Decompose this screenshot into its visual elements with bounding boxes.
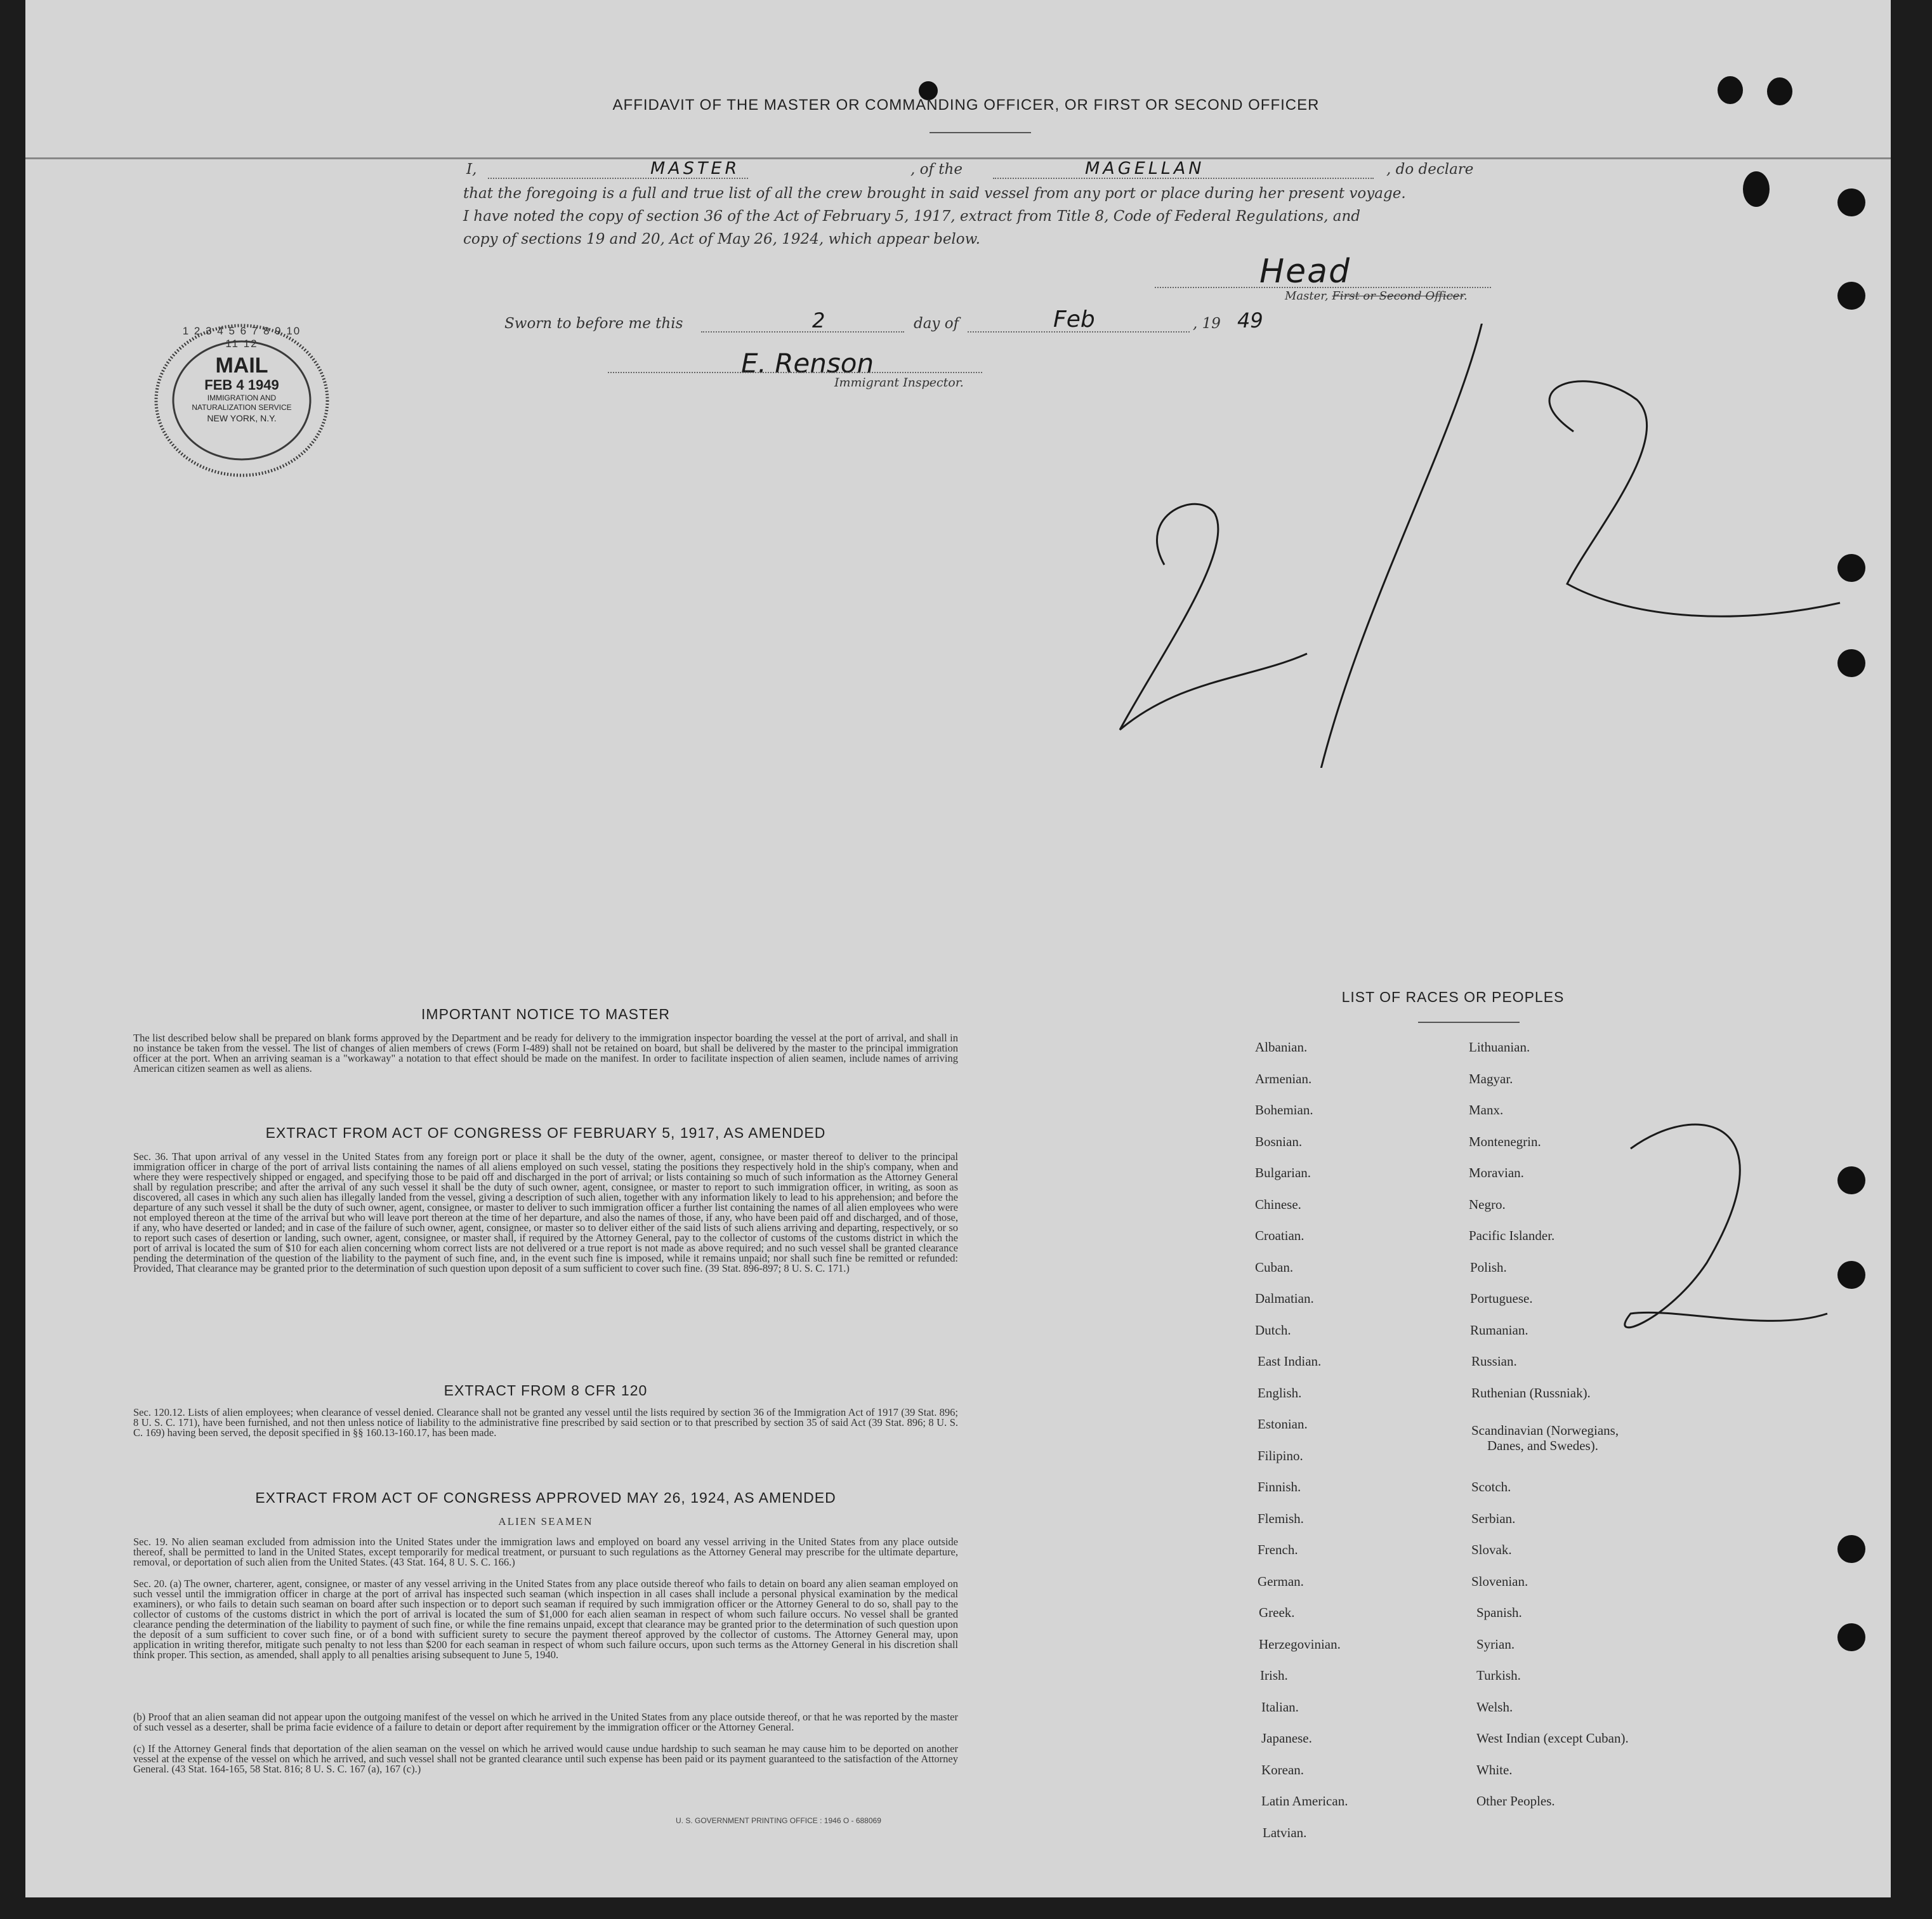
extract-1917-text: Sec. 36. That upon arrival of any vessel in the United States from any foreign port or place it shall be the duty of the owner, agent, consignee, or master thereof to deliver to the principal immigration officer in charge of the port of arrival lists containing the names of all aliens employed on such vessel, stating the positions they respectively hold in the ship's company, when and where they were respectively shipped or engaged, and specifying those to be paid off and discharged in the port of arrival; or lists containing so much of such information as the Attorney General shall by regulation prescribe; and after the arrival of any such vessel it shall be the duty of such owner, agent, consignee, or master to report to such immigration officer, in writing, as soon as discovered, all cases in which any such alien has illegally landed from the vessel, giving a description of such alien, together with any information likely to lead to his apprehension; and before the departure of any such vessel it shall be the duty of such owner, agent, consignee, or master to deliver to such immigration officer a further list containing the names of all alien employees who were not employed thereon at the time of the arrival but who will leave port thereon at the time of her departure, and also the names of those, if any, who have been paid off and discharged, and of those, if any, who have deserted or landed; and in case of the failure of such owner, agent, consignee, or master so to deliver either of the said lists of such aliens arriving and departing, respectively, or so to report such cases of desertion or landing, such owner, agent, consignee, or master shall, if required by the Attorney General, pay to the collector of customs of the customs district in which the port of arrival is located the sum of $10 for each alien concerning whom correct lists are not delivered or a true report is not made as above required; and no such vessel shall be granted clearance pending the determination of the question of the liability to the payment of such fine, and, in the event such fine is imposed, while it remains unpaid; nor shall such fine be remitted or refunded: Provided, That clearance may be granted prior to the determination of such question upon deposit of a sum sufficient to cover such fine. (39 Stat. 896-897; 8 U. S. C. 171.) (133, 1151, 958, 1274)
race-right-item: Negro. (1469, 1197, 1506, 1212)
master-signature: Head (1259, 253, 1351, 291)
handwritten-small-two-stroke (1580, 1104, 1834, 1358)
stamp-date: FEB 4 1949 (204, 377, 279, 393)
stamp-text (180, 354, 303, 449)
race-left-item: Flemish. (1258, 1511, 1304, 1526)
race-left-item: Greek. (1259, 1605, 1295, 1620)
sworn-day-line (701, 331, 904, 333)
stamp-agency: IMMIGRATION AND NATURALIZATION SERVICE (192, 393, 292, 412)
stamp-mail: MAIL (215, 353, 268, 378)
race-right-item: Scotch. (1471, 1479, 1511, 1494)
race-right-item: West Indian (except Cuban). (1476, 1731, 1629, 1746)
extract-1924-sec20a: Sec. 20. (a) The owner, charterer, agent, consignee, or master of any vessel arriving in the United States from any place outside thereof who fails to detain on board any alien seaman employed on such vessel until the immigration officer in charge at the port of arrival has inspected such seaman (which inspection in all cases shall include a personal physical examination by the medical examiners), or who fails to detain such seaman on board after such inspection or to deport such seaman if required by such immigration officer or the Attorney General to do so, shall pay to the collector of customs of the customs district in which the port of arrival is located the sum of $1,000 for each alien seaman in respect of whom such failure occurs. No vessel shall be granted clearance pending the determination of the liability to payment of such fine, or while the fine remains unpaid, except that clearance may be granted prior to the determination of such question upon the deposit of a sum sufficient to cover such fine, or of a bond with sufficient surety to secure the payment thereof approved by the collector of customs. The Attorney General may, upon application in writing therefor, mitigate such penalty to not less than $200 for each seaman in respect of whom such failure occurs, upon such terms as the Attorney General in his discretion shall think proper. This section, as amended, shall apply to all penalties arising subsequent to June 5, 1940. (133, 1578, 958, 1661)
sworn-label: Sworn to before me this (504, 315, 683, 332)
race-left-item: Cuban. (1255, 1260, 1294, 1275)
form-header-title: AFFIDAVIT OF THE MASTER OR COMMANDING OFFICER, OR FIRST OR SECOND OFFICER (612, 96, 1320, 114)
sworn-day-value: 2 (812, 308, 825, 333)
race-left-item: Herzegovinian. (1259, 1637, 1341, 1652)
race-right-item: Serbian. (1471, 1511, 1516, 1526)
binder-hole (1837, 188, 1865, 216)
handwritten-small-number (1713, 1206, 1717, 1213)
binder-hole (1837, 1535, 1865, 1563)
race-left-item: Bohemian. (1255, 1102, 1313, 1118)
race-right-item: Manx. (1469, 1102, 1504, 1118)
races-title-underline (1418, 1022, 1520, 1023)
race-right-item: Portuguese. (1470, 1291, 1533, 1306)
race-right-item: Other Peoples. (1476, 1793, 1555, 1809)
of-the-label: , of the (910, 161, 963, 178)
extract-1924-sec20c: (c) If the Attorney General finds that deportation of the alien seaman on the vessel on which he arrived would cause undue hardship to such seaman he may cause him to be deported on another vessel at the expense of the vessel on which he arrived, and such vessel shall not be granted clearance until such expense has been paid or its payment guaranteed to the satisfaction of the Attorney General. (43 Stat. 164-165, 58 Stat. 816; 8 U. S. C. 167 (a), 167 (c).) (133, 1743, 958, 1775)
signature-caption-struck: First or Second Officer (1332, 289, 1464, 303)
extract-1924-title: EXTRACT FROM ACT OF CONGRESS APPROVED MAY 26, 1924, AS AMENDED (255, 1489, 836, 1506)
affidavit-line3: I have noted the copy of section 36 of the Act of February 5, 1917, extract from Title 8, Code of Federal Regulations, and (463, 208, 1361, 225)
extract-1917-title: EXTRACT FROM ACT OF CONGRESS OF FEBRUARY 5, 1917, AS AMENDED (265, 1124, 826, 1141)
notice-text: The list described below shall be prepared on blank forms approved by the Department and be ready for delivery to the immigration inspector boarding the vessel at the port of arrival, and shall in no instance be taken from the vessel. The list of changes of alien members of crews (Form I-489) shall not be retained on board, but shall be delivered by the master to the principal immigration officer at the port. When an arriving seaman is a "workaway" a notation to that effect should be made on the manifest. In order to facilitate inspection of alien seamen, include names of arriving American citizen seamen as well as aliens. (133, 1032, 958, 1074)
race-left-item: Irish. (1260, 1668, 1288, 1683)
race-right-item: Pacific Islander. (1469, 1228, 1555, 1243)
race-right-item: Moravian. (1469, 1165, 1524, 1180)
race-left-item: Estonian. (1258, 1416, 1308, 1432)
race-left-item: Croatian. (1255, 1228, 1304, 1243)
inspector-signature-line (608, 372, 982, 373)
race-left-item: Filipino. (1258, 1448, 1303, 1463)
race-right-item: Spanish. (1476, 1605, 1522, 1620)
race-left-item: English. (1258, 1385, 1302, 1401)
race-right-item: Syrian. (1476, 1637, 1515, 1652)
race-right-item: Slovenian. (1471, 1574, 1528, 1589)
race-left-item: Latvian. (1263, 1825, 1307, 1840)
handwritten-big-number (1269, 406, 1283, 413)
extract-1924-subtitle: ALIEN SEAMEN (498, 1515, 593, 1527)
race-left-item: Finnish. (1258, 1479, 1301, 1494)
affidavit-line1 (466, 159, 1507, 181)
race-right-item: White. (1476, 1762, 1513, 1777)
race-left-item: East Indian. (1258, 1354, 1322, 1369)
affidavit-line4: copy of sections 19 and 20, Act of May 26, 1924, which appear below. (463, 231, 980, 247)
signature-line (1155, 287, 1491, 288)
inspector-signature: E. Renson (741, 348, 874, 379)
binder-hole (1743, 171, 1770, 207)
binder-hole (1837, 282, 1865, 310)
race-right-item: Danes, and Swedes). (1487, 1438, 1598, 1453)
affidavit-line2: that the foregoing is a full and true list of all the crew brought in said vessel from any port or place during her present voyage. (463, 185, 1406, 202)
handwritten-fraction-strokes (1104, 324, 1865, 768)
race-left-item: Bosnian. (1255, 1134, 1303, 1149)
race-right-item: Rumanian. (1470, 1322, 1528, 1338)
race-left-item: Dalmatian. (1255, 1291, 1314, 1306)
race-left-item: Dutch. (1255, 1322, 1291, 1338)
year-value: 49 (1237, 308, 1263, 333)
races-title: LIST OF RACES OR PEOPLES (1341, 989, 1565, 1005)
sworn-month-value: Feb (1053, 307, 1095, 333)
race-left-item: German. (1258, 1574, 1304, 1589)
race-right-item: Slovak. (1471, 1542, 1512, 1557)
race-right-item: Polish. (1470, 1260, 1507, 1275)
race-right-item: Turkish. (1476, 1668, 1521, 1683)
race-right-item: Russian. (1471, 1354, 1517, 1369)
do-declare-label: , do declare (1386, 161, 1474, 178)
extract-1924-sec20b: (b) Proof that an alien seaman did not appear upon the outgoing manifest of the vessel on which he arrived in the United States from any place outside thereof, or that he was reported by the master of such vessel as a deserter, shall be prima facie evidence of a failure to detain or deport after requirement by the immigration officer or the Attorney General. (133, 1711, 958, 1733)
day-of-label: day of (914, 315, 959, 332)
signature-caption-master: Master, (1285, 289, 1329, 303)
signature-caption: Master, First or Second Officer. (1285, 289, 1468, 303)
vessel-field-value: MAGELLAN (1085, 159, 1205, 178)
notice-title: IMPORTANT NOTICE TO MASTER (421, 1006, 670, 1022)
binder-hole (1837, 1623, 1865, 1651)
race-left-item: Latin American. (1261, 1793, 1348, 1809)
stamp-ring-numbers: 1 2 3 4 5 6 7 8 9 10 11 12 (182, 325, 301, 350)
race-right-item: Ruthenian (Russniak). (1471, 1385, 1591, 1401)
stamp-location: NEW YORK, N.Y. (207, 413, 277, 423)
race-right-item: Scandinavian (Norwegians, (1471, 1423, 1619, 1438)
race-right-item: Montenegrin. (1469, 1134, 1541, 1149)
race-right-item: Welsh. (1476, 1699, 1513, 1715)
master-field-value: MASTER (650, 159, 740, 178)
binder-hole (1837, 1166, 1865, 1194)
declarant-prefix: I, (466, 161, 477, 178)
year-prefix: , 19 (1193, 315, 1221, 332)
printing-office-footer: U. S. GOVERNMENT PRINTING OFFICE : 1946 O - 688069 (676, 1816, 881, 1825)
race-left-item: Italian. (1261, 1699, 1299, 1715)
race-left-item: Bulgarian. (1255, 1165, 1311, 1180)
race-left-item: Korean. (1261, 1762, 1304, 1777)
header-underline (930, 132, 1031, 133)
inspector-caption: Immigrant Inspector. (834, 376, 964, 390)
binder-hole (1837, 1261, 1865, 1289)
mail-date-stamp (150, 321, 334, 480)
race-left-item: Albanian. (1255, 1039, 1308, 1055)
race-left-item: Chinese. (1255, 1197, 1301, 1212)
extract-cfr-title: EXTRACT FROM 8 CFR 120 (444, 1382, 648, 1399)
race-left-item: Armenian. (1255, 1071, 1312, 1086)
race-right-item: Magyar. (1469, 1071, 1513, 1086)
race-left-item: French. (1258, 1542, 1298, 1557)
extract-1924-sec19: Sec. 19. No alien seaman excluded from admission into the United States under the immigration laws and employed on board any vessel arriving in the United States from any place outside thereof, shall be permitted to land in the United States, except temporarily for medical treatment, or pursuant to such regulations as the Attorney General may prescribe for the ultimate departure, removal, or deportation of such alien from the United States. (43 Stat. 164, 8 U. S. C. 166.) (133, 1536, 958, 1568)
extract-cfr-text: Sec. 120.12. Lists of alien employees; when clearance of vessel denied. Clearance shall not be granted any vessel until the lists required by section 36 of the Immigration Act of 1917 (39 Stat. 896; 8 U. S. C. 171), have been furnished, and not then unless notice of liability to the administrative fine prescribed by said section or to that prescribed by section 35 of said Act (39 Stat. 896; 8 U. S. C. 169) having been served, the deposit specified in §§ 160.13-160.17, has been made. (133, 1406, 958, 1439)
race-right-item: Lithuanian. (1469, 1039, 1530, 1055)
race-left-item: Japanese. (1261, 1731, 1312, 1746)
